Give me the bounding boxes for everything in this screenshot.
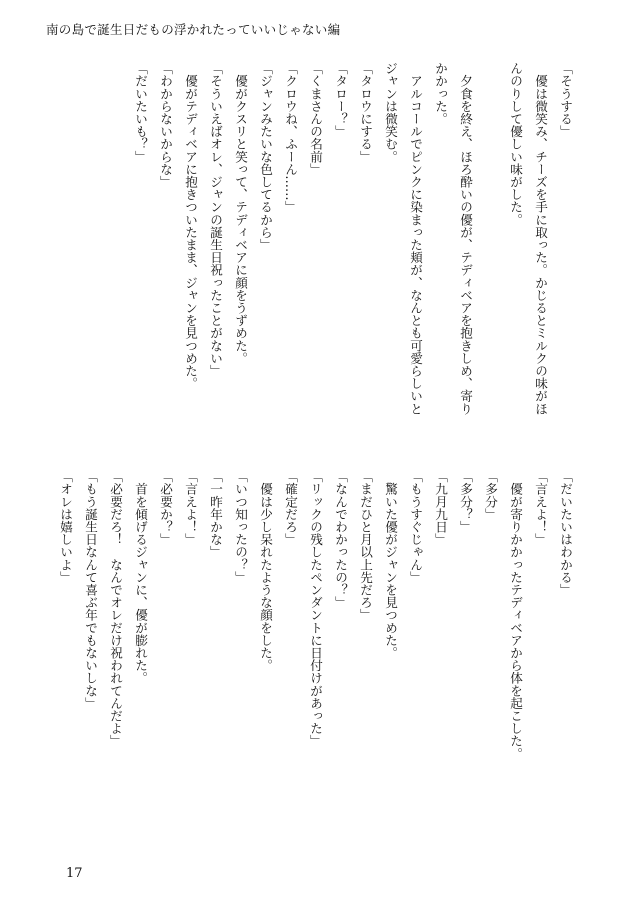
text-line: 「クロウね、ふーん……」 [283, 62, 298, 214]
text-line: 「だいたいはわかる」 [558, 470, 573, 596]
text-line: 「必要だろ！ なんでオレだけ祝われてんだよ」 [108, 470, 123, 748]
text-line: 「そういえばオレ、ジャンの誕生日祝ったことがない」 [208, 62, 223, 377]
text-line: 「なんでわかったの？」 [333, 470, 348, 609]
text-line: 「だいたいも？」 [133, 62, 148, 163]
body-text-bottom-block [58, 470, 578, 870]
text-line: 「リックの残したペンダントに日付けがあった」 [308, 470, 323, 748]
text-line: 「タロー？」 [333, 62, 348, 138]
text-line: 「九月九日」 [433, 470, 448, 546]
running-header-title: 南の島で誕生日だもの浮かれたっていいじゃない編 [46, 22, 341, 37]
text-line: 「もうすぐじゃん」 [408, 470, 423, 584]
text-line: 優がテディベアに抱きついたまま、ジャンを見つめた。 [183, 62, 198, 390]
text-line: 「もう誕生日なんて喜ぶ年でもないしな」 [83, 470, 98, 710]
text-line: ジャンは微笑む。 [383, 62, 398, 163]
page-number: 17 [66, 866, 83, 881]
text-line: 「そうする」 [558, 62, 573, 138]
text-line: 「多分？」 [458, 470, 473, 533]
text-line: 「多分」 [483, 470, 498, 521]
text-line [478, 62, 503, 442]
text-line: アルコールでピンクに染まった頬が、なんとも可愛らしいと [408, 62, 423, 415]
text-line: 優は微笑み、チーズを手に取った。かじるとミルクの味がほ [533, 62, 548, 415]
text-line: 「必要か？」 [158, 470, 173, 546]
text-line: 「くまさんの名前」 [308, 62, 323, 176]
text-line: 「一昨年かな」 [208, 470, 223, 559]
text-line: 「タロウにする」 [358, 62, 373, 163]
text-line: んのりして優しい味がした。 [508, 62, 523, 226]
text-line: かかった。 [433, 62, 448, 125]
text-line: 「確定だろ」 [283, 470, 298, 546]
text-line: 夕食を終え、ほろ酔いの優が、テディベアを抱きしめ、寄り [458, 62, 473, 415]
text-line: 優が寄りかかったテディベアから体を起こした。 [508, 470, 523, 760]
text-line: 首を傾げるジャンに、優が膨れた。 [133, 470, 148, 685]
text-line: 「オレは嬉しいよ」 [58, 470, 73, 584]
text-line: 「ジャンみたいな色してるから」 [258, 62, 273, 251]
text-line: 「言えよ！」 [533, 470, 548, 546]
text-line: 「いつ知ったの？」 [233, 470, 248, 584]
text-line: 優は少し呆れたような顔をした。 [258, 470, 273, 672]
text-line: 「まだひと月以上先だろ」 [358, 470, 373, 622]
text-line: 驚いた優がジャンを見つめた。 [383, 470, 398, 659]
body-text-top-block [68, 62, 578, 442]
text-line: 「言えよ！」 [183, 470, 198, 546]
text-line: 優がクスリと笑って、テディベアに顔をうずめた。 [233, 62, 248, 365]
text-line: 「わからないからな」 [158, 62, 173, 188]
